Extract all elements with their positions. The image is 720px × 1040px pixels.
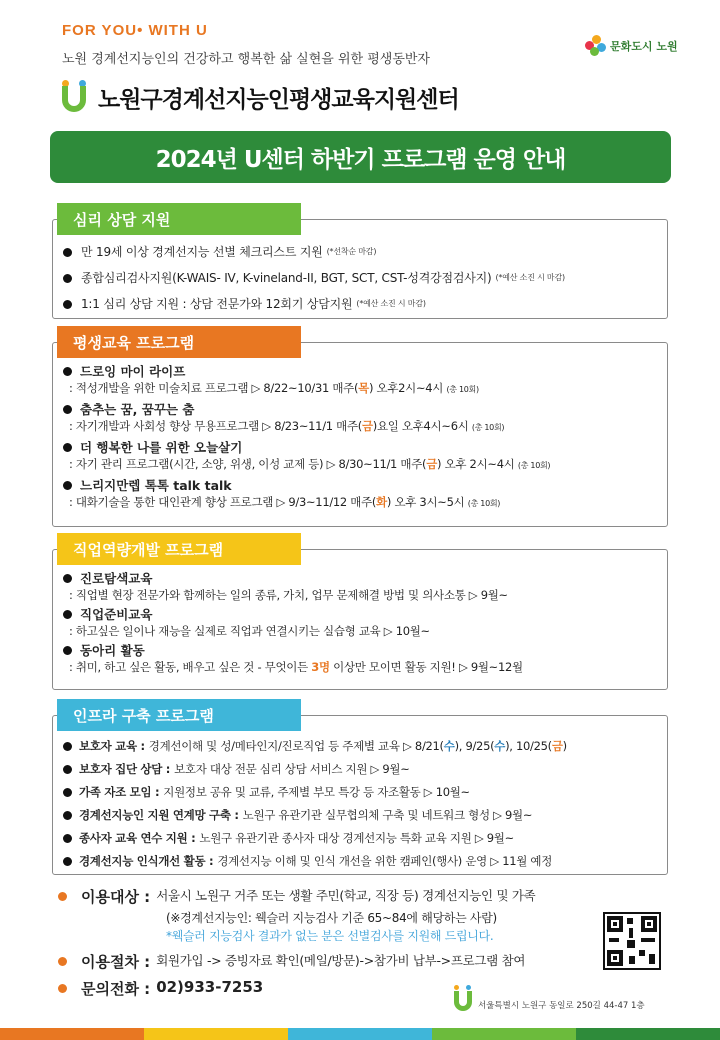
list-item: 진로탐색교육 : 직업별 현장 전문가와 함께하는 일의 종류, 가치, 업무 문제해결 방법 및 의사소통 ▷ 9월~ (63, 570, 655, 603)
bullet-icon (63, 274, 72, 283)
bullet-icon (63, 857, 72, 866)
list-item: 종합심리검사지원(K-WAIS- IV, K-vineland-II, BGT, SCT, CST-성격강점검사지) (*예산 소진 시 마감) (63, 270, 655, 286)
bullet-icon (63, 405, 72, 414)
address: 서울특별시 노원구 동일로 250길 44-47 1층 (478, 1001, 645, 1011)
org-name: 노원구경계선지능인평생교육지원센터 (98, 86, 459, 113)
bullet-icon (63, 481, 72, 490)
bullet-icon (63, 367, 72, 376)
list-item: 더 행복한 나를 위한 오늘살기 : 자기 관리 프로그램(시간, 소양, 위생, 이성 교제 등) ▷ 8/30~11/1 매주(금) 오후 2시~4시 (총 10회) (63, 439, 655, 474)
list-item: 드로잉 마이 라이프 : 적성개발을 위한 미술치료 프로그램 ▷ 8/22~10/31 매주(목) 오후2시~4시 (총 10회) (63, 363, 655, 398)
section-heading-career: 직업역량개발 프로그램 (57, 533, 301, 565)
qr-code-icon[interactable] (603, 912, 661, 970)
bullet-icon (58, 892, 67, 901)
list-item: 종사자 교육 연수 지원 : 노원구 유관기관 종사자 대상 경계선지능 특화 교육 지원 ▷ 9월~ (63, 830, 655, 846)
list-item: 1:1 심리 상담 지원 : 상담 전문가와 12회기 상담지원 (*예산 소진 시 마감) (63, 296, 655, 312)
list-item: 보호자 교육 : 경계선이해 및 성/메타인지/진로직업 등 주제별 교육 ▷ 8/21( 수 ), 9/25( 수 ), 10/25( 금 ) (63, 738, 655, 754)
header-subtitle: 노원 경계선지능인의 건강하고 행복한 삶 실현을 위한 평생동반자 (62, 52, 430, 67)
list-item: 느리지만렙 톡톡 talk talk : 대화기술을 통한 대인관계 향상 프로그램 ▷ 9/3~11/12 매주(화) 오후 3시~5시 (총 10회) (63, 477, 655, 512)
target-note: (※경계선지능인: 웩슬러 지능검사 기준 65~84에 해당하는 사람) (166, 911, 497, 925)
city-logo (585, 32, 678, 60)
list-item: 경계선지능인 지원 연계망 구축 : 노원구 유관기관 실무협의체 구축 및 네트워크 형성 ▷ 9월~ (63, 807, 655, 823)
page-title: 2024년 U센터 하반기 프로그램 운영 안내 (155, 146, 566, 173)
list-item: 보호자 집단 상담 : 보호자 대상 전문 심리 상담 서비스 지원 ▷ 9월~ (63, 761, 655, 777)
list-item: 가족 자조 모임 : 지원정보 공유 및 교류, 주제별 부모 특강 등 자조활동 ▷ 10월~ (63, 784, 655, 800)
bullet-icon (63, 788, 72, 797)
bottom-color-stripe (0, 1028, 720, 1040)
section-infra (52, 706, 668, 875)
target-note-blue: *웩슬러 지능검사 결과가 없는 분은 선별검사를 지원해 드립니다. (166, 929, 494, 943)
footer-info (58, 886, 598, 1001)
u-center-small-logo-icon (452, 985, 474, 1013)
city-logo-text: 문화도시 노원 (610, 40, 678, 53)
bullet-icon (63, 610, 72, 619)
bullet-icon (58, 957, 67, 966)
bullet-icon (63, 300, 72, 309)
bullet-icon (63, 248, 72, 257)
org-header (60, 80, 459, 114)
section-heading-education: 평생교육 프로그램 (57, 326, 301, 358)
list-item: 만 19세 이상 경계선지능 선별 체크리스트 지원 (*선착순 마감) (63, 244, 655, 260)
usage-target: 이용대상 : 서울시 노원구 거주 또는 생활 주민(학교, 직장 등) 경계선지능인 및 가족 (58, 886, 598, 907)
list-item: 경계선지능 인식개선 활동 : 경계선지능 이해 및 인식 개선을 위한 캠페인(행사) 운영 ▷ 11월 예정 (63, 853, 655, 869)
city-logo-icon (585, 35, 607, 57)
u-center-logo-icon (60, 80, 90, 114)
usage-process: 이용절차 : 회원가입 -> 증빙자료 확인(메일/방문)->참가비 납부->프로그램 참여 (58, 951, 598, 972)
section-heading-infra: 인프라 구축 프로그램 (57, 699, 301, 731)
list-item: 동아리 활동 : 취미, 하고 싶은 활동, 배우고 싶은 것 - 무엇이든 3명 이상만 모이면 활동 지원! ▷ 9월~12월 (63, 642, 655, 675)
highlight-count: 3명 (311, 660, 330, 674)
section-heading-counseling: 심리 상담 지원 (57, 203, 301, 235)
section-career (52, 540, 668, 690)
title-banner (50, 131, 671, 183)
bullet-icon (63, 834, 72, 843)
bullet-icon (63, 742, 72, 751)
list-item: 춤추는 꿈, 꿈꾸는 춤 : 자기개발과 사회성 향상 무용프로그램 ▷ 8/23~11/1 매주(금)요일 오후4시~6시 (총 10회) (63, 401, 655, 436)
list-item: 직업준비교육 : 하고싶은 일이나 재능을 실제로 직업과 연결시키는 실습형 교육 ▷ 10월~ (63, 606, 655, 639)
bullet-icon (63, 646, 72, 655)
bullet-icon (58, 984, 67, 993)
bullet-icon (63, 811, 72, 820)
bullet-icon (63, 574, 72, 583)
section-counseling (52, 210, 668, 319)
tagline: FOR YOU• WITH U (62, 22, 208, 39)
bullet-icon (63, 765, 72, 774)
bullet-icon (63, 443, 72, 452)
section-education (52, 333, 668, 527)
contact-phone: 문의전화 : 02)933-7253 (58, 978, 598, 999)
